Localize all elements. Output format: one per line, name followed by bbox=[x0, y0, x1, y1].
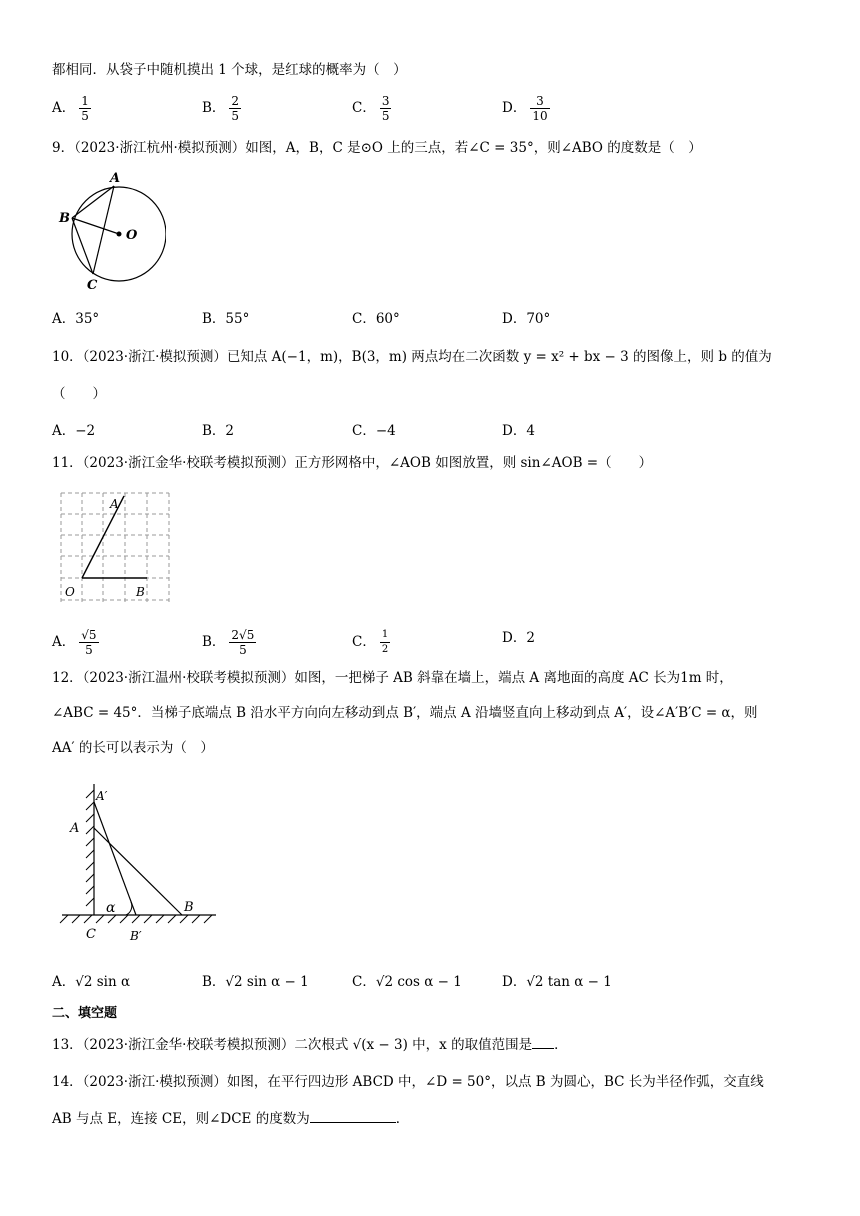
q10-stem-line2: （ ） bbox=[52, 386, 106, 402]
q9-option-d[interactable]: D．70° bbox=[502, 311, 551, 327]
label-o: O bbox=[126, 228, 138, 243]
label-alpha: α bbox=[106, 900, 116, 916]
q8-option-b[interactable]: B． $\frac{2}{5}$ bbox=[202, 94, 240, 123]
q12-option-b[interactable]: B．√2 sin α − 1 bbox=[202, 974, 309, 990]
q12-option-d[interactable]: D．√2 tan α − 1 bbox=[502, 974, 612, 990]
q11-option-a[interactable]: A． $\frac{√5}{5}$ bbox=[52, 628, 97, 657]
q12-ladder-figure bbox=[58, 780, 223, 945]
fraction: $\frac{3}{5}$ bbox=[381, 94, 390, 123]
fraction: $\frac{3}{10}$ bbox=[532, 94, 548, 123]
q12-stem-line3: AA′ 的长可以表示为（ ） bbox=[52, 740, 214, 756]
section-title: 二、填空题 bbox=[52, 1006, 118, 1021]
q8-option-a[interactable]: A． $\frac{1}{5}$ bbox=[52, 94, 89, 123]
q11-stem: 11．（2023·浙江金华·校联考模拟预测）正方形网格中，∠AOB 如图放置，则 sin∠AOB =（ ） bbox=[52, 455, 653, 471]
q10-option-b[interactable]: B．2 bbox=[202, 423, 235, 439]
fraction: $\frac{2}{5}$ bbox=[231, 94, 240, 123]
q14-stem-line2: AB 与点 E，连接 CE，则∠DCE 的度数为 ． bbox=[52, 1108, 409, 1129]
q12-stem-line1: 12．（2023·浙江温州·校联考模拟预测）如图，一把梯子 AB 斜靠在墙上，端点 A 离地面的高度 AC 长为1m 时， bbox=[52, 670, 733, 686]
label-b: B bbox=[184, 900, 194, 915]
q12-stem-line2: ∠ABC = 45°．当梯子底端点 B 沿水平方向向左移动到点 B′，端点 A 沿墙竖直向上移动到点 A′，设∠A′B′C = α，则 bbox=[52, 705, 758, 721]
label-c: C bbox=[87, 278, 98, 292]
q10-option-c[interactable]: C．−4 bbox=[352, 423, 396, 439]
q8-option-d[interactable]: D． $\frac{3}{10}$ bbox=[502, 94, 548, 123]
fraction: $\frac{1}{2}$ bbox=[381, 629, 389, 655]
q11-option-c[interactable]: C． $\frac{1}{2}$ bbox=[352, 629, 389, 655]
q8-stem: 都相同．从袋子中随机摸出 1 个球，是红球的概率为（ ） bbox=[52, 62, 407, 78]
q9-stem: 9．（2023·浙江杭州·模拟预测）如图，A，B，C 是⊙O 上的三点，若∠C = 35°，则∠ABO 的度数是（ ） bbox=[52, 140, 702, 156]
q10-option-a[interactable]: A．−2 bbox=[52, 423, 96, 439]
q9-option-a[interactable]: A．35° bbox=[52, 311, 100, 327]
label-b: B bbox=[136, 585, 145, 599]
q10-stem: 10．（2023·浙江·模拟预测）已知点 A(−1，m)，B(3，m) 两点均在二次函数 y = x² + bx − 3 的图像上，则 b 的值为 bbox=[52, 349, 772, 365]
label-b-prime: B′ bbox=[130, 929, 142, 943]
fraction: $\frac{1}{5}$ bbox=[81, 94, 89, 123]
q9-circle-figure bbox=[56, 168, 166, 292]
q11-grid-figure bbox=[58, 490, 174, 608]
q10-option-d[interactable]: D．4 bbox=[502, 423, 535, 439]
q9-option-b[interactable]: B．55° bbox=[202, 311, 250, 327]
label-a: A bbox=[110, 497, 119, 511]
label-c: C bbox=[86, 927, 96, 942]
label-b: B bbox=[59, 211, 70, 226]
label-a: A bbox=[70, 821, 80, 836]
answer-blank[interactable] bbox=[310, 1108, 396, 1123]
fraction: $\frac{2√5}{5}$ bbox=[231, 628, 255, 657]
q14-stem-line1: 14．（2023·浙江·模拟预测）如图，在平行四边形 ABCD 中，∠D = 50°，以点 B 为圆心，BC 长为半径作弧，交直线 bbox=[52, 1074, 764, 1090]
q8-option-c[interactable]: C． $\frac{3}{5}$ bbox=[352, 94, 390, 123]
label-o: O bbox=[65, 585, 75, 599]
q13-stem: 13．（2023·浙江金华·校联考模拟预测）二次根式 √(x − 3) 中，x 的取值范围是 ． bbox=[52, 1034, 568, 1055]
q12-option-a[interactable]: A．√2 sin α bbox=[52, 974, 131, 990]
label-a-prime: A′ bbox=[96, 789, 108, 803]
q9-option-c[interactable]: C．60° bbox=[352, 311, 400, 327]
q12-option-c[interactable]: C．√2 cos α − 1 bbox=[352, 974, 462, 990]
q11-option-b[interactable]: B． $\frac{2√5}{5}$ bbox=[202, 628, 255, 657]
label-a: A bbox=[110, 171, 121, 186]
q11-option-d[interactable]: D．2 bbox=[502, 630, 535, 646]
answer-blank[interactable] bbox=[532, 1034, 554, 1049]
fraction: $\frac{√5}{5}$ bbox=[81, 628, 97, 657]
